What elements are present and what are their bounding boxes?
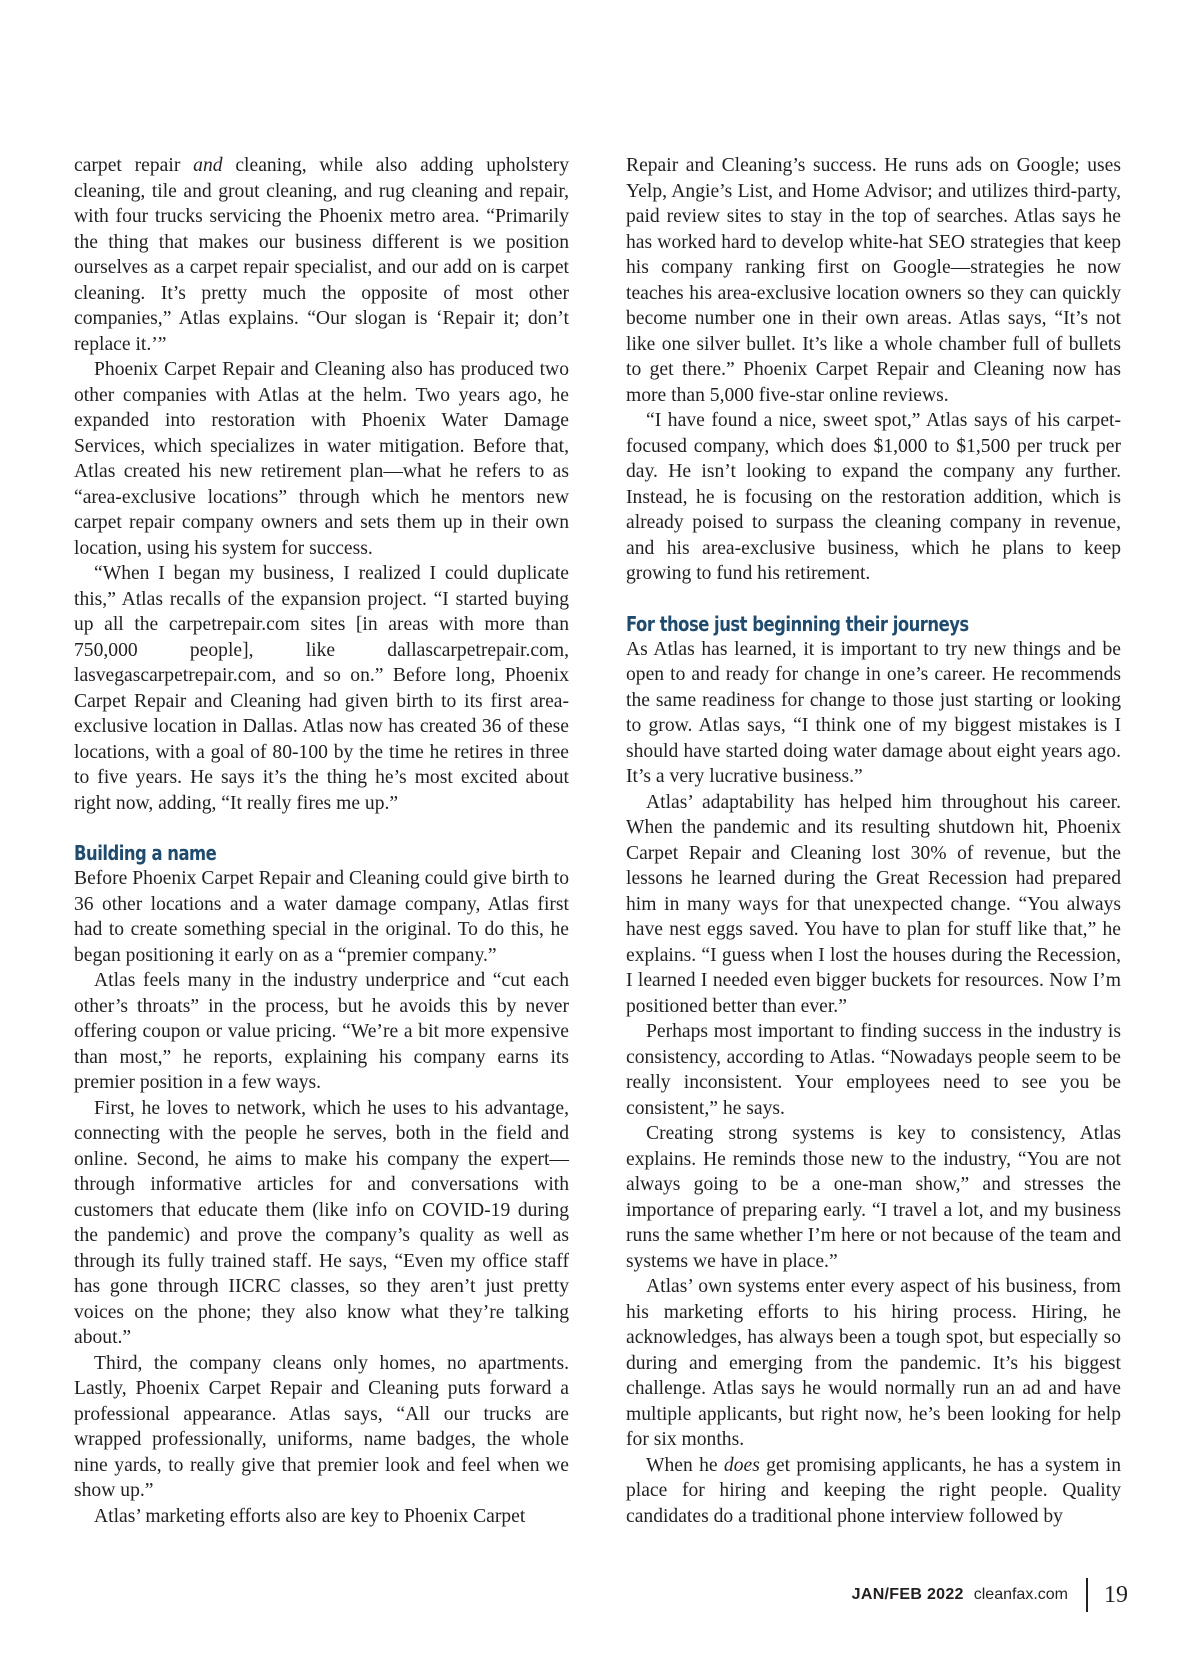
left-column [74,153,569,1529]
paragraph: Before Phoenix Carpet Repair and Cleaning could give birth to 36 other locations and a water damage company, Atlas first had to create something special in the original. To do this, he began positioning it early on as a “premier company.” [74,868,569,966]
paragraph: First, he loves to network, which he uses to his advantage, connecting with the people he serves, both in the field and online. Second, he aims to make his company the expert—through informative articles for and conversations with customers that educate them (like info on COVID-19 during the pandemic) and prove the company’s quality as well as through its fully trained staff. He says, “Even my office staff has gone through IICRC classes, so they aren’t just pretty voices on the phone; they also know what they’re talking about.” [74,1097,569,1348]
paragraph: When he does get promising applicants, he has a system in place for hiring and keeping the right people. Quality candidates do a traditional phone interview followed by [626,1454,1122,1527]
paragraph: Perhaps most important to finding success in the industry is consistency, according to Atlas. “Nowadays people seem to be really inconsistent. Your employees need to see you be consistent,” he says. [626,1021,1121,1119]
paragraph: “I have found a nice, sweet spot,” Atlas says of his carpet-focused company, which does $1,000 to $1,500 per truck per day. He isn’t looking to expand the company any further. Instead, he is focusing on the restoration addition, which is already poised to surpass the cleaning company in revenue, and his area-exclusive business, which he plans to keep growing to fund his retirement. [626,410,1121,584]
paragraph: Creating strong systems is key to consistency, Atlas explains. He reminds those new to the industry, “You are not always going to be a one-man show,” and stresses the importance of preparing early. “I travel a lot, and my business runs the same whether I’m here or not because of the team and systems we have in place.” [626,1123,1121,1272]
right-column [626,153,1121,1529]
footer-divider [1086,1578,1088,1612]
page-number: 19 [1104,1581,1128,1608]
paragraph: Atlas’ adaptability has helped him throughout his career. When the pandemic and its resulting shutdown hit, Phoenix Carpet Repair and Cleaning lost 30% of revenue, but the lessons he learned during the Great Recession had prepared him in many ways for that unexpected change. “You always have nest eggs saved. You have to plan for stuff like that,” he explains. “I guess when I lost the houses during the Recession, I learned I needed even bigger buckets for resources. Now I’m positioned better than ever.” [626,791,1121,1017]
paragraph: Third, the company cleans only homes, no apartments. Lastly, Phoenix Carpet Repair and Cleaning puts forward a professional appearance. Atlas says, “All our trucks are wrapped professionally, uniforms, name badges, the whole nine yards, to really give that premier look and feel when we show up.” [74,1352,569,1501]
paragraph: “When I began my business, I realized I could duplicate this,” Atlas recalls of the expansion project. “I started buying up all the carpetrepair.com sites [in areas with more than 750,000 people], like dallascarpetrepair.com, lasvegascarpetrepair.com, and so on.” Before long, Phoenix Carpet Repair and Cleaning had given birth to its first area-exclusive location in Dallas. Atlas now has created 36 of these locations, with a goal of 80-100 by the time he retires in three to five years. He says it’s the thing he’s most excited about right now, adding, “It really fires me up.” [74,563,569,814]
paragraph: Phoenix Carpet Repair and Cleaning also has produced two other companies with Atlas at the helm. Two years ago, he expanded into restoration with Phoenix Water Damage Services, which specializes in water mitigation. Before that, Atlas created his new retirement plan—what he refers to as “area-exclusive locations” through which he mentors new carpet repair company owners and sets them up in their own location, using his system for success. [74,359,569,559]
paragraph: Repair and Cleaning’s success. He runs ads on Google; uses Yelp, Angie’s List, and Home Advisor; and utilizes third-party, paid review sites to stay in the top of searches. Atlas says he has worked hard to develop white-hat SEO strategies that keep his company ranking first on Google—strategies he now teaches his area-exclusive location owners so they can quickly become number one in their own areas. Atlas says, “It’s not like one silver bullet. It’s like a whole chamber full of bullets to get there.” Phoenix Carpet Repair and Cleaning now has more than 5,000 five-star online reviews. [626,155,1121,406]
paragraph: As Atlas has learned, it is important to try new things and be open to and ready for change in one’s career. He recommends the same readiness for change to those just starting or looking to grow. Atlas says, “I think one of my biggest mistakes is I should have started doing water damage about eight years ago. It’s a very lucrative business.” [626,638,1121,787]
paragraph: Atlas feels many in the industry underprice and “cut each other’s throats” in the process, but he avoids this by never offering coupon or value pricing. “We’re a bit more expensive than most,” he reports, explaining his company earns its premier position in a few ways. [74,970,569,1093]
site-url: cleanfax.com [973,1586,1068,1603]
paragraph: Atlas’ marketing efforts also are key to Phoenix Carpet [94,1505,526,1527]
section-heading: Building a name [74,841,217,865]
issue-date: JAN/FEB 2022 [851,1586,964,1603]
page-footer [852,1577,1128,1613]
section-heading: For those just beginning their journeys [626,611,969,636]
paragraph: Atlas’ own systems enter every aspect of his business, from his marketing efforts to his hiring process. Hiring, he acknowledges, has always been a tough spot, but especially so during and emerging from the pandemic. It’s his biggest challenge. Atlas says he would normally run an ad and have multiple applicants, but right now, he’s been looking for help for six months. [626,1276,1121,1450]
paragraph: carpet repair and cleaning, while also adding upholstery cleaning, tile and grout cleaning, and rug cleaning and repair, with four trucks servicing the Phoenix metro area. “Primarily the thing that makes our business different is we position ourselves as a carpet repair specialist, and our add on is carpet cleaning. It’s pretty much the opposite of most other companies,” Atlas explains. “Our slogan is ‘Repair it; don’t replace it.’” [74,155,569,355]
